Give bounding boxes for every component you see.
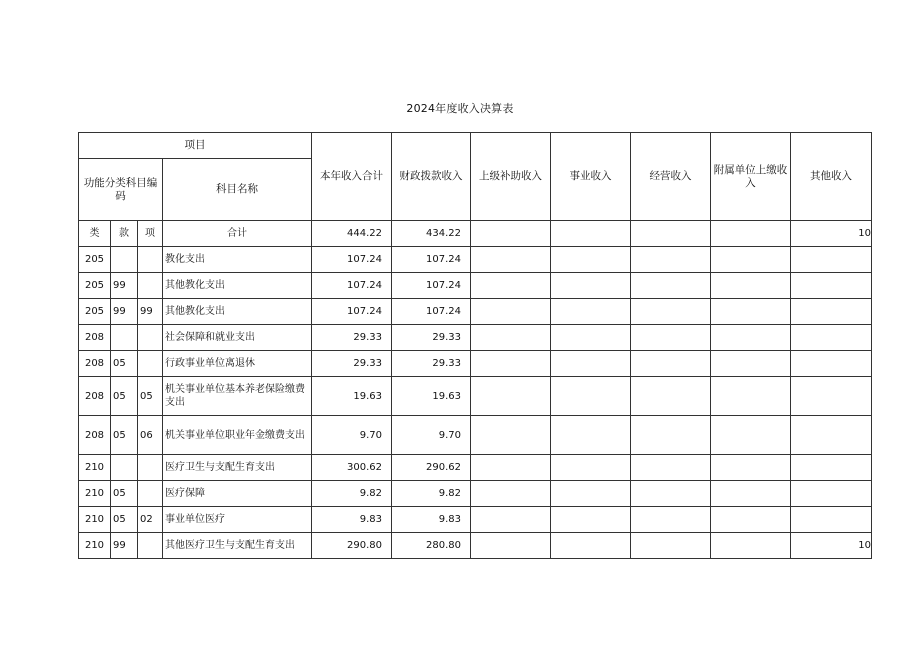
col-other: 其他收入 bbox=[791, 133, 872, 221]
table-row bbox=[79, 377, 872, 416]
row-affiliate bbox=[711, 507, 791, 533]
xiang-header: 项 bbox=[138, 221, 163, 247]
row-superior bbox=[471, 299, 551, 325]
row-lei: 205 bbox=[79, 299, 111, 325]
row-business bbox=[551, 377, 631, 416]
row-kuan bbox=[111, 247, 138, 273]
row-year-total: 300.62 bbox=[312, 455, 392, 481]
row-superior bbox=[471, 481, 551, 507]
row-business bbox=[551, 481, 631, 507]
row-year-total: 107.24 bbox=[312, 273, 392, 299]
row-other bbox=[791, 377, 872, 416]
row-subject-name: 其他教化支出 bbox=[163, 299, 312, 325]
row-subject-name: 社会保障和就业支出 bbox=[163, 325, 312, 351]
row-kuan: 05 bbox=[111, 507, 138, 533]
row-year-total: 19.63 bbox=[312, 377, 392, 416]
row-xiang: 02 bbox=[138, 507, 163, 533]
table-row bbox=[79, 481, 872, 507]
row-operation bbox=[631, 247, 711, 273]
row-other bbox=[791, 351, 872, 377]
income-table bbox=[78, 132, 872, 559]
row-kuan: 99 bbox=[111, 273, 138, 299]
row-operation bbox=[631, 416, 711, 455]
row-kuan bbox=[111, 455, 138, 481]
total-label: 合计 bbox=[163, 221, 312, 247]
row-business bbox=[551, 455, 631, 481]
row-xiang: 05 bbox=[138, 377, 163, 416]
row-operation bbox=[631, 325, 711, 351]
row-subject-name: 其他医疗卫生与支配生育支出 bbox=[163, 533, 312, 559]
row-fiscal: 9.83 bbox=[392, 507, 471, 533]
row-kuan: 99 bbox=[111, 299, 138, 325]
row-business bbox=[551, 299, 631, 325]
table-row bbox=[79, 247, 872, 273]
row-xiang bbox=[138, 247, 163, 273]
row-superior bbox=[471, 325, 551, 351]
row-fiscal: 107.24 bbox=[392, 273, 471, 299]
row-operation bbox=[631, 273, 711, 299]
row-affiliate bbox=[711, 325, 791, 351]
row-fiscal: 9.70 bbox=[392, 416, 471, 455]
row-xiang bbox=[138, 273, 163, 299]
row-year-total: 290.80 bbox=[312, 533, 392, 559]
row-year-total: 9.83 bbox=[312, 507, 392, 533]
row-affiliate bbox=[711, 377, 791, 416]
row-affiliate bbox=[711, 481, 791, 507]
row-fiscal: 29.33 bbox=[392, 351, 471, 377]
table-row bbox=[79, 351, 872, 377]
row-other bbox=[791, 481, 872, 507]
row-business bbox=[551, 507, 631, 533]
row-lei: 208 bbox=[79, 416, 111, 455]
row-affiliate bbox=[711, 533, 791, 559]
row-other bbox=[791, 507, 872, 533]
total-year: 444.22 bbox=[312, 221, 392, 247]
col-superior: 上级补助收入 bbox=[471, 133, 551, 221]
total-row bbox=[79, 221, 872, 247]
row-year-total: 107.24 bbox=[312, 299, 392, 325]
row-business bbox=[551, 351, 631, 377]
row-superior bbox=[471, 377, 551, 416]
func-code-header: 功能分类科目编码 bbox=[79, 159, 163, 221]
row-fiscal: 29.33 bbox=[392, 325, 471, 351]
row-kuan: 99 bbox=[111, 533, 138, 559]
row-business bbox=[551, 325, 631, 351]
row-lei: 205 bbox=[79, 273, 111, 299]
row-lei: 210 bbox=[79, 533, 111, 559]
row-lei: 210 bbox=[79, 455, 111, 481]
table-row bbox=[79, 299, 872, 325]
row-superior bbox=[471, 351, 551, 377]
table-row bbox=[79, 455, 872, 481]
project-header: 项目 bbox=[79, 133, 312, 159]
row-xiang bbox=[138, 325, 163, 351]
table-row bbox=[79, 325, 872, 351]
row-kuan: 05 bbox=[111, 377, 138, 416]
total-operation bbox=[631, 221, 711, 247]
table-row bbox=[79, 533, 872, 559]
row-lei: 208 bbox=[79, 351, 111, 377]
row-subject-name: 机关事业单位基本养老保险缴费支出 bbox=[163, 377, 312, 416]
row-operation bbox=[631, 507, 711, 533]
row-operation bbox=[631, 481, 711, 507]
row-year-total: 107.24 bbox=[312, 247, 392, 273]
row-lei: 208 bbox=[79, 325, 111, 351]
total-other: 10 bbox=[791, 221, 872, 247]
row-business bbox=[551, 247, 631, 273]
row-superior bbox=[471, 507, 551, 533]
row-other bbox=[791, 273, 872, 299]
table-row bbox=[79, 273, 872, 299]
row-operation bbox=[631, 533, 711, 559]
row-kuan: 05 bbox=[111, 416, 138, 455]
row-kuan: 05 bbox=[111, 351, 138, 377]
row-subject-name: 机关事业单位职业年金缴费支出 bbox=[163, 416, 312, 455]
row-lei: 210 bbox=[79, 507, 111, 533]
row-year-total: 9.70 bbox=[312, 416, 392, 455]
row-superior bbox=[471, 533, 551, 559]
row-xiang bbox=[138, 455, 163, 481]
row-business bbox=[551, 273, 631, 299]
row-lei: 205 bbox=[79, 247, 111, 273]
table-row bbox=[79, 416, 872, 455]
row-other bbox=[791, 325, 872, 351]
row-year-total: 9.82 bbox=[312, 481, 392, 507]
row-subject-name: 医疗保障 bbox=[163, 481, 312, 507]
row-subject-name: 其他教化支出 bbox=[163, 273, 312, 299]
row-fiscal: 9.82 bbox=[392, 481, 471, 507]
row-affiliate bbox=[711, 351, 791, 377]
row-kuan bbox=[111, 325, 138, 351]
row-superior bbox=[471, 416, 551, 455]
row-fiscal: 107.24 bbox=[392, 247, 471, 273]
row-superior bbox=[471, 247, 551, 273]
row-superior bbox=[471, 273, 551, 299]
row-business bbox=[551, 416, 631, 455]
page-title: 2024年度收入决算表 bbox=[406, 102, 514, 115]
row-other bbox=[791, 299, 872, 325]
row-fiscal: 280.80 bbox=[392, 533, 471, 559]
col-year-total: 本年收入合计 bbox=[312, 133, 392, 221]
row-fiscal: 290.62 bbox=[392, 455, 471, 481]
subject-name-header: 科目名称 bbox=[163, 159, 312, 221]
row-xiang bbox=[138, 351, 163, 377]
row-lei: 210 bbox=[79, 481, 111, 507]
row-other bbox=[791, 247, 872, 273]
kuan-header: 款 bbox=[111, 221, 138, 247]
col-fiscal: 财政拨款收入 bbox=[392, 133, 471, 221]
row-kuan: 05 bbox=[111, 481, 138, 507]
row-other bbox=[791, 416, 872, 455]
row-operation bbox=[631, 351, 711, 377]
total-fiscal: 434.22 bbox=[392, 221, 471, 247]
header-row-1 bbox=[79, 133, 872, 159]
row-subject-name: 事业单位医疗 bbox=[163, 507, 312, 533]
row-year-total: 29.33 bbox=[312, 351, 392, 377]
row-operation bbox=[631, 455, 711, 481]
row-xiang: 99 bbox=[138, 299, 163, 325]
row-affiliate bbox=[711, 416, 791, 455]
col-affiliate: 附属单位上缴收入 bbox=[711, 133, 791, 221]
total-business bbox=[551, 221, 631, 247]
col-business: 事业收入 bbox=[551, 133, 631, 221]
row-affiliate bbox=[711, 247, 791, 273]
row-year-total: 29.33 bbox=[312, 325, 392, 351]
row-operation bbox=[631, 377, 711, 416]
row-affiliate bbox=[711, 455, 791, 481]
row-fiscal: 19.63 bbox=[392, 377, 471, 416]
row-lei: 208 bbox=[79, 377, 111, 416]
total-affiliate bbox=[711, 221, 791, 247]
row-subject-name: 医疗卫生与支配生育支出 bbox=[163, 455, 312, 481]
table-row bbox=[79, 507, 872, 533]
row-other: 10 bbox=[791, 533, 872, 559]
row-operation bbox=[631, 299, 711, 325]
row-xiang bbox=[138, 481, 163, 507]
row-fiscal: 107.24 bbox=[392, 299, 471, 325]
row-affiliate bbox=[711, 273, 791, 299]
row-superior bbox=[471, 455, 551, 481]
row-subject-name: 教化支出 bbox=[163, 247, 312, 273]
row-business bbox=[551, 533, 631, 559]
row-affiliate bbox=[711, 299, 791, 325]
col-operation: 经营收入 bbox=[631, 133, 711, 221]
row-xiang: 06 bbox=[138, 416, 163, 455]
row-subject-name: 行政事业单位离退休 bbox=[163, 351, 312, 377]
row-other bbox=[791, 455, 872, 481]
total-superior bbox=[471, 221, 551, 247]
row-xiang bbox=[138, 533, 163, 559]
lei-header: 类 bbox=[79, 221, 111, 247]
